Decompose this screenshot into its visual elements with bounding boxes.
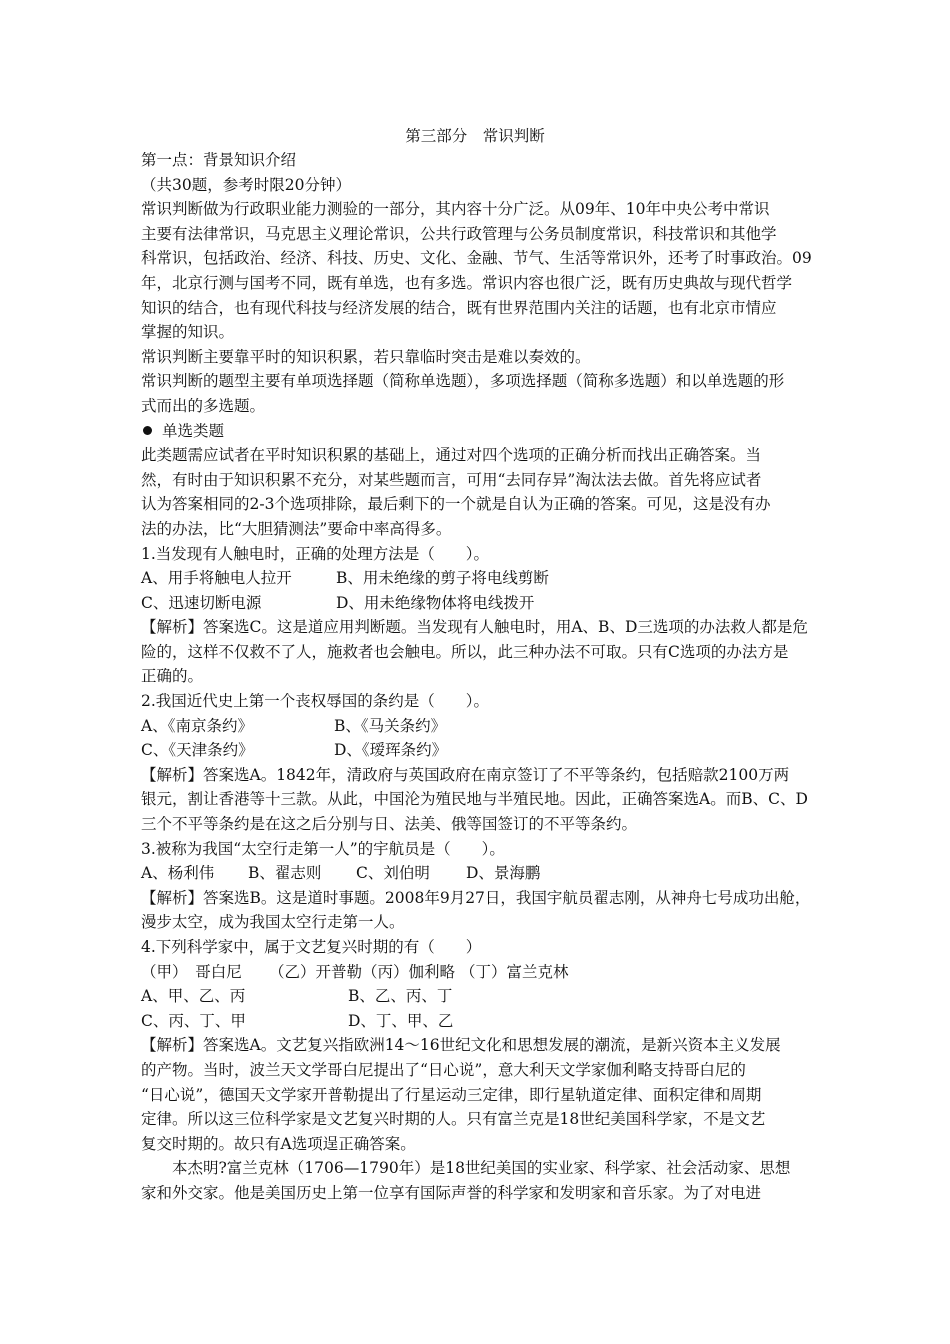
- question-2-analysis: 银元，割让香港等十三款。从此，中国沦为殖民地与半殖民地。因此，正确答案选A。而B、C、D: [141, 790, 808, 809]
- option-d: D、丁、甲、乙: [348, 1011, 454, 1030]
- option-d: D、用未绝缘物体将电线拨开: [336, 593, 535, 612]
- item-jia: （甲） 哥白尼: [141, 962, 242, 981]
- question-4-options-row: [141, 984, 821, 1009]
- option-c: C、《天津条约》: [141, 741, 254, 760]
- single-desc-line: 认为答案相同的2-3个选项排除，最后剩下的一个就是自认为正确的答案。可见，这是没有办: [141, 495, 771, 514]
- option-b: B、翟志则: [248, 864, 322, 883]
- question-4-analysis: 【解析】答案选A。文艺复兴指欧洲14～16世纪文化和思想发展的潮流，是新兴资本主义发展: [141, 1036, 781, 1055]
- question-4-analysis: 定律。所以这三位科学家是文艺复兴时期的人。只有富兰克是18世纪美国科学家，不是文艺: [141, 1110, 766, 1129]
- question-4-stem: 4.下列科学家中，属于文艺复兴时期的有（ ）: [141, 938, 482, 956]
- option-c: C、迅速切断电源: [141, 593, 262, 612]
- document-body: [141, 148, 821, 1206]
- single-desc-line: 然，有时由于知识积累不充分，对某些题而言，可用“去同存异”淘汰法去做。首先将应试者: [141, 470, 762, 489]
- question-4-options-row: [141, 1009, 821, 1034]
- intro-line: 常识判断做为行政职业能力测验的一部分，其内容十分广泛。从09年、10年中央公考中常识: [141, 200, 770, 219]
- option-a: A、《南京条约》: [141, 716, 253, 735]
- intro-line: 式而出的多选题。: [141, 396, 266, 415]
- option-b: B、《马关条约》: [334, 716, 447, 735]
- option-c: C、刘伯明: [356, 864, 430, 883]
- option-a: A、杨利伟: [141, 864, 215, 883]
- question-3-stem: 3.被称为我国“太空行走第一人”的宇航员是（ ）。: [141, 839, 505, 858]
- intro-line: 科常识，包括政治、经济、科技、历史、文化、金融、节气、生活等常识外，还考了时事政治。09: [141, 249, 812, 268]
- question-3-options-row: [141, 861, 821, 886]
- section-heading: 第一点：背景知识介绍: [141, 151, 297, 169]
- question-2-options-row: [141, 714, 821, 739]
- section-meta: （共30题，参考时限20分钟）: [141, 175, 351, 194]
- option-b: B、乙、丙、丁: [348, 987, 453, 1006]
- option-d: D、《瑷珲条约》: [334, 741, 448, 760]
- question-2-analysis: 三个不平等条约是在这之后分别与日、法美、俄等国签订的不平等条约。: [141, 815, 638, 834]
- question-4-analysis: “日心说”，德国天文学家开普勒提出了行星运动三定律，即行星轨道定律、面积定律和周期: [141, 1085, 762, 1104]
- item-bing: （丙）伽利略: [362, 962, 456, 981]
- question-3-analysis: 漫步太空，成为我国太空行走第一人。: [141, 913, 405, 932]
- single-desc-line: 法的办法，比“大胆猜测法”要命中率高得多。: [141, 519, 452, 538]
- item-ding: （丁）富兰克林: [460, 962, 569, 981]
- option-a: A、甲、乙、丙: [141, 987, 246, 1006]
- intro-line: 常识判断主要靠平时的知识积累，若只靠临时突击是难以奏效的。: [141, 347, 591, 366]
- page-title: 第三部分 常识判断: [405, 127, 545, 145]
- option-b: B、用未绝缘的剪子将电线剪断: [336, 569, 549, 588]
- question-1-analysis: 正确的。: [141, 667, 204, 686]
- intro-line: 年，北京行测与国考不同，既有单选，也有多选。常识内容也很广泛，既有历史典故与现代哲学: [141, 273, 793, 292]
- single-desc-line: 此类题需应试者在平时知识积累的基础上，通过对四个选项的正确分析而找出正确答案。当: [141, 446, 762, 465]
- franklin-paragraph: 本杰明?富兰克林（1706—1790年）是18世纪美国的实业家、科学家、社会活动家、思想: [172, 1159, 791, 1178]
- question-3-analysis: 【解析】答案选B。这是道时事题。2008年9月27日，我国宇航员翟志刚，从神舟七号成功出舱，: [141, 888, 811, 907]
- intro-line: 主要有法律常识，马克思主义理论常识，公共行政管理与公务员制度常识，科技常识和其他学: [141, 224, 777, 243]
- question-4-items-row: [141, 960, 821, 985]
- question-1-options-row: [141, 566, 821, 591]
- item-yi: （乙）开普勒: [269, 962, 363, 981]
- question-2-options-row: [141, 738, 821, 763]
- franklin-paragraph: 家和外交家。他是美国历史上第一位享有国际声誉的科学家和发明家和音乐家。为了对电进: [141, 1183, 762, 1202]
- intro-line: 知识的结合，也有现代科技与经济发展的结合，既有世界范围内关注的话题，也有北京市情应: [141, 298, 777, 317]
- single-choice-heading: [141, 419, 821, 444]
- single-heading-text: 单选类题: [162, 421, 225, 440]
- option-d: D、景海鹏: [466, 864, 541, 883]
- bullet-icon: [143, 426, 152, 435]
- question-4-analysis: 的产物。当时，波兰天文学哥白尼提出了“日心说”，意大利天文学家伽利略支持哥白尼的: [141, 1060, 746, 1079]
- question-1-analysis: 险的，这样不仅救不了人，施救者也会触电。所以，此三种办法不可取。只有C选项的办法方是: [141, 642, 789, 661]
- question-4-analysis: 复交时期的。故只有A选项逞正确答案。: [141, 1134, 416, 1153]
- question-1-options-row: [141, 591, 821, 616]
- question-1-analysis: 【解析】答案选C。这是道应用判断题。当发现有人触电时，用A、B、D三选项的办法救人都是危: [141, 618, 808, 637]
- question-1-stem: 1.当发现有人触电时，正确的处理方法是（ ）。: [141, 544, 490, 563]
- question-2-analysis: 【解析】答案选A。1842年，清政府与英国政府在南京签订了不平等条约，包括赔款2100万两: [141, 765, 790, 784]
- intro-line: 掌握的知识。: [141, 323, 235, 342]
- option-a: A、用手将触电人拉开: [141, 569, 292, 588]
- question-2-stem: 2.我国近代史上第一个丧权辱国的条约是（ ）。: [141, 692, 490, 711]
- intro-line: 常识判断的题型主要有单项选择题（简称单选题），多项选择题（简称多选题）和以单选题的形: [141, 372, 785, 391]
- option-c: C、丙、丁、甲: [141, 1011, 246, 1030]
